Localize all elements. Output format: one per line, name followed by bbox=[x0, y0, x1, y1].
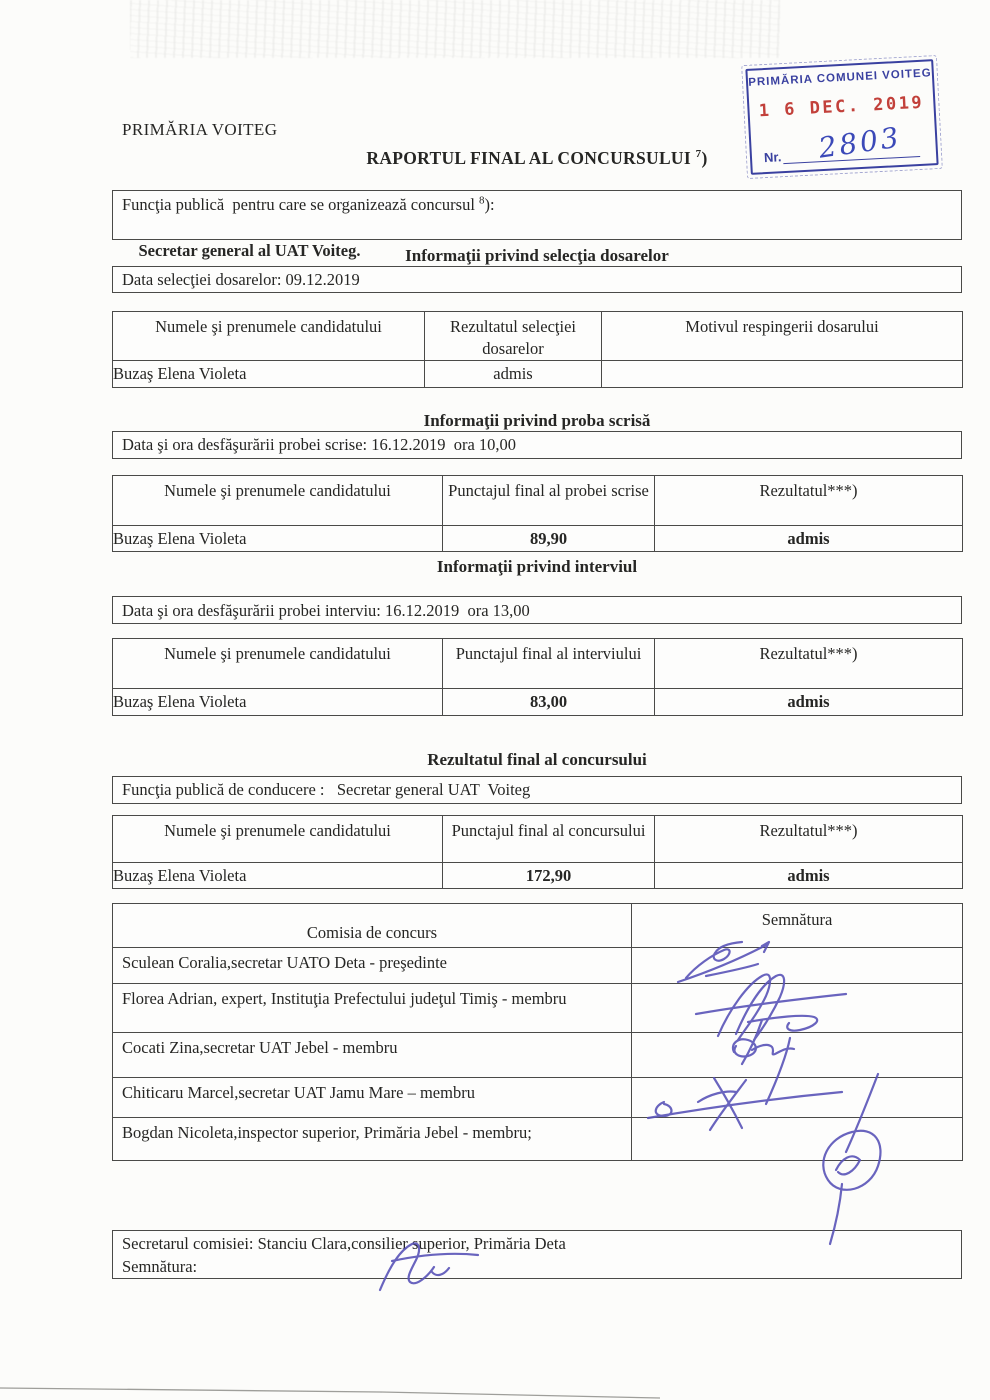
col-header-result: Rezultatul***) bbox=[655, 639, 963, 689]
signature-cell bbox=[632, 948, 963, 984]
commission-row bbox=[113, 1078, 963, 1118]
col-header-name: Numele şi prenumele candidatului bbox=[113, 312, 425, 361]
final-score: 172,90 bbox=[443, 863, 655, 889]
dosar-date-box: Data selecţiei dosarelor: 09.12.2019 bbox=[112, 266, 962, 293]
commission-col2-header: Semnătura bbox=[632, 904, 963, 948]
commission-row bbox=[113, 984, 963, 1033]
final-table-row bbox=[113, 863, 963, 889]
col-header-score: Punctajul final al probei scrise bbox=[443, 476, 655, 526]
final-function-box: Funcţia publică de conducere : Secretar general UAT Voiteg bbox=[112, 776, 962, 804]
dosar-table bbox=[112, 311, 963, 388]
col-header-result: Rezultatul***) bbox=[655, 476, 963, 526]
secretary-signature-label: Semnătura: bbox=[122, 1257, 198, 1276]
commission-member: Bogdan Nicoleta,inspector superior, Primăria Jebel - membru; bbox=[113, 1118, 632, 1161]
scris-table-row bbox=[113, 526, 963, 552]
scris-table-header-row bbox=[113, 476, 963, 526]
commission-row bbox=[113, 948, 963, 984]
secretary-box bbox=[112, 1230, 962, 1279]
col-header-result: Rezultatul***) bbox=[655, 816, 963, 863]
function-line1: Funcţia publică pentru care se organizează concursul bbox=[122, 195, 480, 214]
interviu-table-row bbox=[113, 689, 963, 716]
dosar-table-header-row bbox=[113, 312, 963, 361]
commission-member: Cocati Zina,secretar UAT Jebel - membru bbox=[113, 1033, 632, 1078]
scan-noise-artifact bbox=[130, 0, 780, 58]
commission-member: Florea Adrian, expert, Instituţia Prefectului judeţul Timiş - membru bbox=[113, 984, 632, 1033]
signature-cell bbox=[632, 984, 963, 1033]
dosar-table-row bbox=[113, 361, 963, 388]
heading-interviu: Informaţii privind interviul bbox=[436, 557, 638, 576]
commission-member: Sculean Coralia,secretar UATO Deta - preşedinte bbox=[113, 948, 632, 984]
title-text: RAPORTUL FINAL AL CONCURSULUI bbox=[366, 148, 691, 168]
scris-table bbox=[112, 475, 963, 552]
heading-proba-scrisa: Informaţii privind proba scrisă bbox=[423, 411, 651, 430]
final-table-header-row bbox=[113, 816, 963, 863]
interviu-result: admis bbox=[655, 689, 963, 716]
stamp-nr-handwritten: 2803 bbox=[816, 120, 904, 165]
col-header-score: Punctajul final al concursului bbox=[443, 816, 655, 863]
interviu-date-box: Data şi ora desfăşurării probei interviu: 16.12.2019 ora 13,00 bbox=[112, 596, 962, 624]
candidate-name: Buzaş Elena Violeta bbox=[113, 526, 443, 552]
col-header-name: Numele şi prenumele candidatului bbox=[113, 639, 443, 689]
signature-cell bbox=[632, 1078, 963, 1118]
function-footnote-ref: 8 bbox=[479, 194, 485, 207]
title-footnote-ref: 7 bbox=[695, 148, 702, 161]
function-line1-tail: ): bbox=[484, 195, 495, 214]
dosar-motive bbox=[602, 361, 963, 388]
commission-row bbox=[113, 1033, 963, 1078]
function-name: Secretar general al UAT Voiteg. bbox=[138, 241, 361, 260]
signature-cell bbox=[632, 1118, 963, 1161]
org-name: PRIMĂRIA VOITEG bbox=[122, 120, 278, 139]
heading-dosar: Informaţii privind selecţia dosarelor bbox=[405, 246, 669, 265]
commission-row bbox=[113, 1118, 963, 1161]
stamp-nr-line bbox=[782, 122, 920, 164]
title-paren: ) bbox=[701, 148, 708, 168]
commission-header-row bbox=[113, 904, 963, 948]
interviu-table bbox=[112, 638, 963, 716]
col-header-name: Numele şi prenumele candidatului bbox=[113, 816, 443, 863]
col-header-score: Punctajul final al interviului bbox=[443, 639, 655, 689]
candidate-name: Buzaş Elena Violeta bbox=[113, 689, 443, 716]
scris-result: admis bbox=[655, 526, 963, 552]
col-header-motive: Motivul respingerii dosarului bbox=[602, 312, 963, 361]
interviu-score: 83,00 bbox=[443, 689, 655, 716]
commission-col1-header: Comisia de concurs bbox=[113, 904, 632, 948]
commission-member: Chiticaru Marcel,secretar UAT Jamu Mare – membru bbox=[113, 1078, 632, 1118]
scan-artifact-line bbox=[0, 1388, 660, 1398]
candidate-name: Buzaş Elena Violeta bbox=[113, 361, 425, 388]
stamp-number-row bbox=[763, 122, 921, 165]
signature-cell bbox=[632, 1033, 963, 1078]
interviu-table-header-row bbox=[113, 639, 963, 689]
heading-rezultat-final: Rezultatul final al concursului bbox=[427, 750, 647, 769]
commission-table bbox=[112, 903, 963, 1161]
scris-date-box: Data şi ora desfăşurării probei scrise: 16.12.2019 ora 10,00 bbox=[112, 431, 962, 459]
candidate-name: Buzaş Elena Violeta bbox=[113, 863, 443, 889]
final-result: admis bbox=[655, 863, 963, 889]
final-table bbox=[112, 815, 963, 889]
dosar-result: admis bbox=[425, 361, 602, 388]
col-header-name: Numele şi prenumele candidatului bbox=[113, 476, 443, 526]
stamp-nr-label: Nr. bbox=[763, 149, 782, 166]
stamp-org-line: PRIMĂRIA COMUNEI VOITEG bbox=[747, 67, 932, 89]
registration-stamp bbox=[745, 59, 938, 175]
col-header-result: Rezultatul selecţiei dosarelor bbox=[425, 312, 602, 361]
scris-score: 89,90 bbox=[443, 526, 655, 552]
secretary-line: Secretarul comisiei: Stanciu Clara,consilier superior, Primăria Deta bbox=[122, 1234, 566, 1253]
stamp-date: 1 6 DEC. 2019 bbox=[758, 92, 925, 122]
